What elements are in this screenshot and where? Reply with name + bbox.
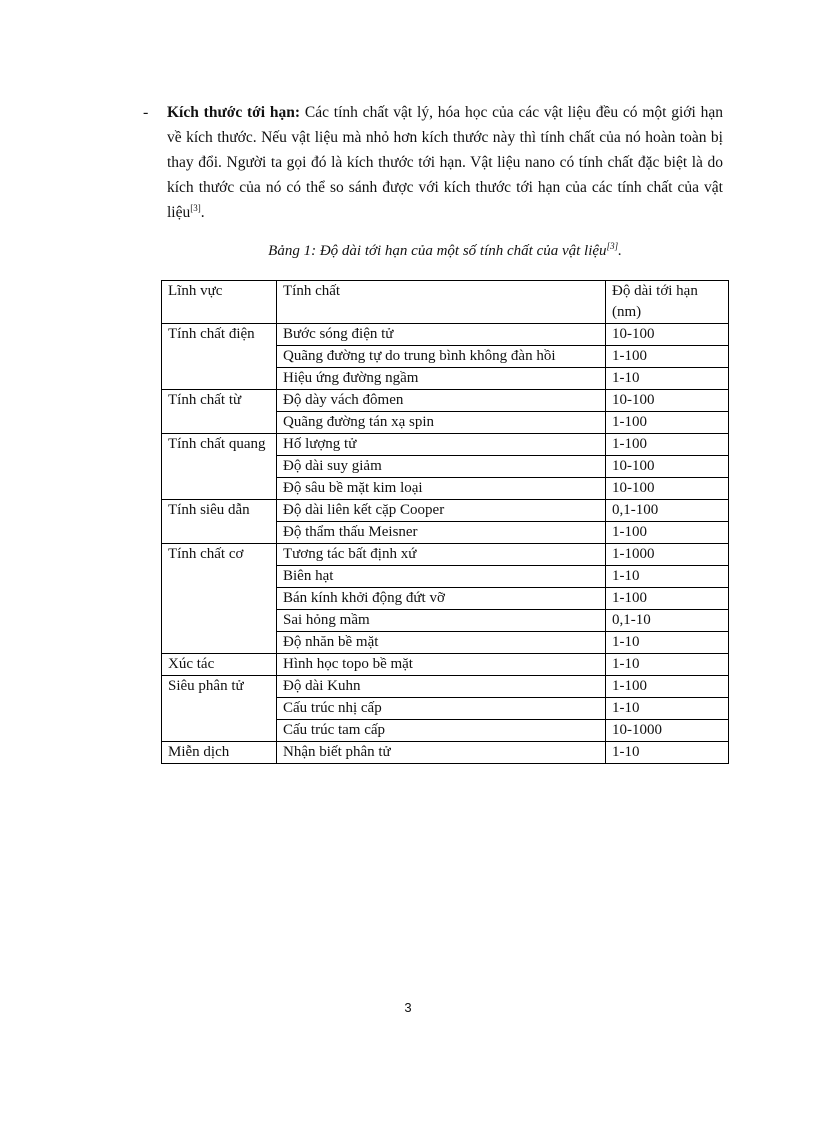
table-header-row: [162, 281, 729, 324]
header-length-text: Độ dài tới hạn (nm): [612, 283, 698, 320]
table-row: [162, 676, 729, 698]
length-cell: 10-100: [606, 478, 729, 500]
field-name: Tính chất điện: [168, 326, 255, 342]
field-name: Tính chất quang: [168, 436, 266, 452]
field-cell: [162, 500, 277, 544]
property-cell: Quãng đường tự do trung bình không đàn hồi: [277, 346, 606, 368]
table-row: [162, 654, 729, 676]
length-cell: 1-100: [606, 588, 729, 610]
length-cell: 1-1000: [606, 544, 729, 566]
length-cell: 10-100: [606, 324, 729, 346]
paragraph-body: [167, 100, 723, 225]
table-row: [162, 390, 729, 412]
property-cell: Độ nhăn bề mặt: [277, 632, 606, 654]
field-cell: [162, 434, 277, 500]
length-cell: 1-100: [606, 434, 729, 456]
paragraph-text: Các tính chất vật lý, hóa học của các vật liệu đều có một giới hạn về kích thước. Nếu vật liệu mà nhỏ hơn kích thước này thì tính chất của nó hoàn toàn bị thay đổi. Người ta gọi đó là kích thước tới hạn. Vật liệu nano có tính chất đặc biệt là do kích thước của nó có thể so sánh được với kích thước tới hạn của các tính chất của vật liệu: [167, 104, 724, 221]
property-cell: Hiệu ứng đường ngầm: [277, 368, 606, 390]
property-cell: Quãng đường tán xạ spin: [277, 412, 606, 434]
field-name: Tính siêu dẫn: [168, 502, 250, 518]
property-cell: Tương tác bất định xứ: [277, 544, 606, 566]
property-cell: Bán kính khởi động đứt vỡ: [277, 588, 606, 610]
length-cell: 10-1000: [606, 720, 729, 742]
property-cell: Độ dày vách đômen: [277, 390, 606, 412]
length-cell: 10-100: [606, 390, 729, 412]
table-row: [162, 742, 729, 764]
property-cell: Độ dài Kuhn: [277, 676, 606, 698]
length-cell: 1-10: [606, 698, 729, 720]
length-cell: 1-10: [606, 654, 729, 676]
property-cell: Hình học topo bề mặt: [277, 654, 606, 676]
length-cell: 1-10: [606, 368, 729, 390]
property-cell: Cấu trúc tam cấp: [277, 720, 606, 742]
paragraph-term: Kích thước tới hạn:: [167, 104, 301, 121]
field-name: Miễn dịch: [168, 744, 230, 760]
critical-length-table: [161, 280, 729, 764]
length-cell: 1-100: [606, 412, 729, 434]
length-cell: 1-100: [606, 522, 729, 544]
field-name: Tính chất từ: [168, 392, 242, 408]
property-cell: Nhận biết phân tử: [277, 742, 606, 764]
table-row: [162, 500, 729, 522]
property-cell: Sai hỏng mầm: [277, 610, 606, 632]
header-property: Tính chất: [277, 281, 606, 324]
property-cell: Độ sâu bề mặt kim loại: [277, 478, 606, 500]
field-name: Tính chất cơ: [168, 546, 244, 562]
length-cell: 1-10: [606, 566, 729, 588]
property-cell: Bước sóng điện tử: [277, 324, 606, 346]
paragraph-end: .: [200, 204, 205, 221]
page-number: 3: [404, 1000, 412, 1015]
field-cell: [162, 742, 277, 764]
field-cell: [162, 324, 277, 390]
caption-end: .: [618, 243, 622, 259]
field-name: Siêu phân tử: [168, 678, 244, 694]
table-caption: [160, 243, 730, 260]
length-cell: 10-100: [606, 456, 729, 478]
caption-text: Bảng 1: Độ dài tới hạn của một số tính chất của vật liệu: [268, 243, 607, 259]
field-cell: [162, 544, 277, 654]
table-row: [162, 544, 729, 566]
paragraph-ref: [3]: [190, 202, 201, 213]
property-cell: Độ dài liên kết cặp Cooper: [277, 500, 606, 522]
length-cell: 1-10: [606, 632, 729, 654]
length-cell: 1-100: [606, 346, 729, 368]
length-cell: 0,1-100: [606, 500, 729, 522]
bullet-dash: -: [143, 104, 149, 121]
field-name: Xúc tác: [168, 656, 215, 672]
paragraph-critical-size: [143, 100, 723, 225]
field-cell: [162, 390, 277, 434]
length-cell: 0,1-10: [606, 610, 729, 632]
table-row: [162, 434, 729, 456]
field-cell: [162, 676, 277, 742]
property-cell: Hố lượng tử: [277, 434, 606, 456]
field-cell: [162, 654, 277, 676]
property-cell: Độ thẩm thấu Meisner: [277, 522, 606, 544]
length-cell: 1-10: [606, 742, 729, 764]
header-field: Lĩnh vực: [162, 281, 277, 324]
property-cell: Độ dài suy giảm: [277, 456, 606, 478]
header-length: [606, 281, 729, 324]
property-cell: Cấu trúc nhị cấp: [277, 698, 606, 720]
length-cell: 1-100: [606, 676, 729, 698]
table-row: [162, 324, 729, 346]
caption-ref: [3]: [606, 241, 619, 251]
property-cell: Biên hạt: [277, 566, 606, 588]
